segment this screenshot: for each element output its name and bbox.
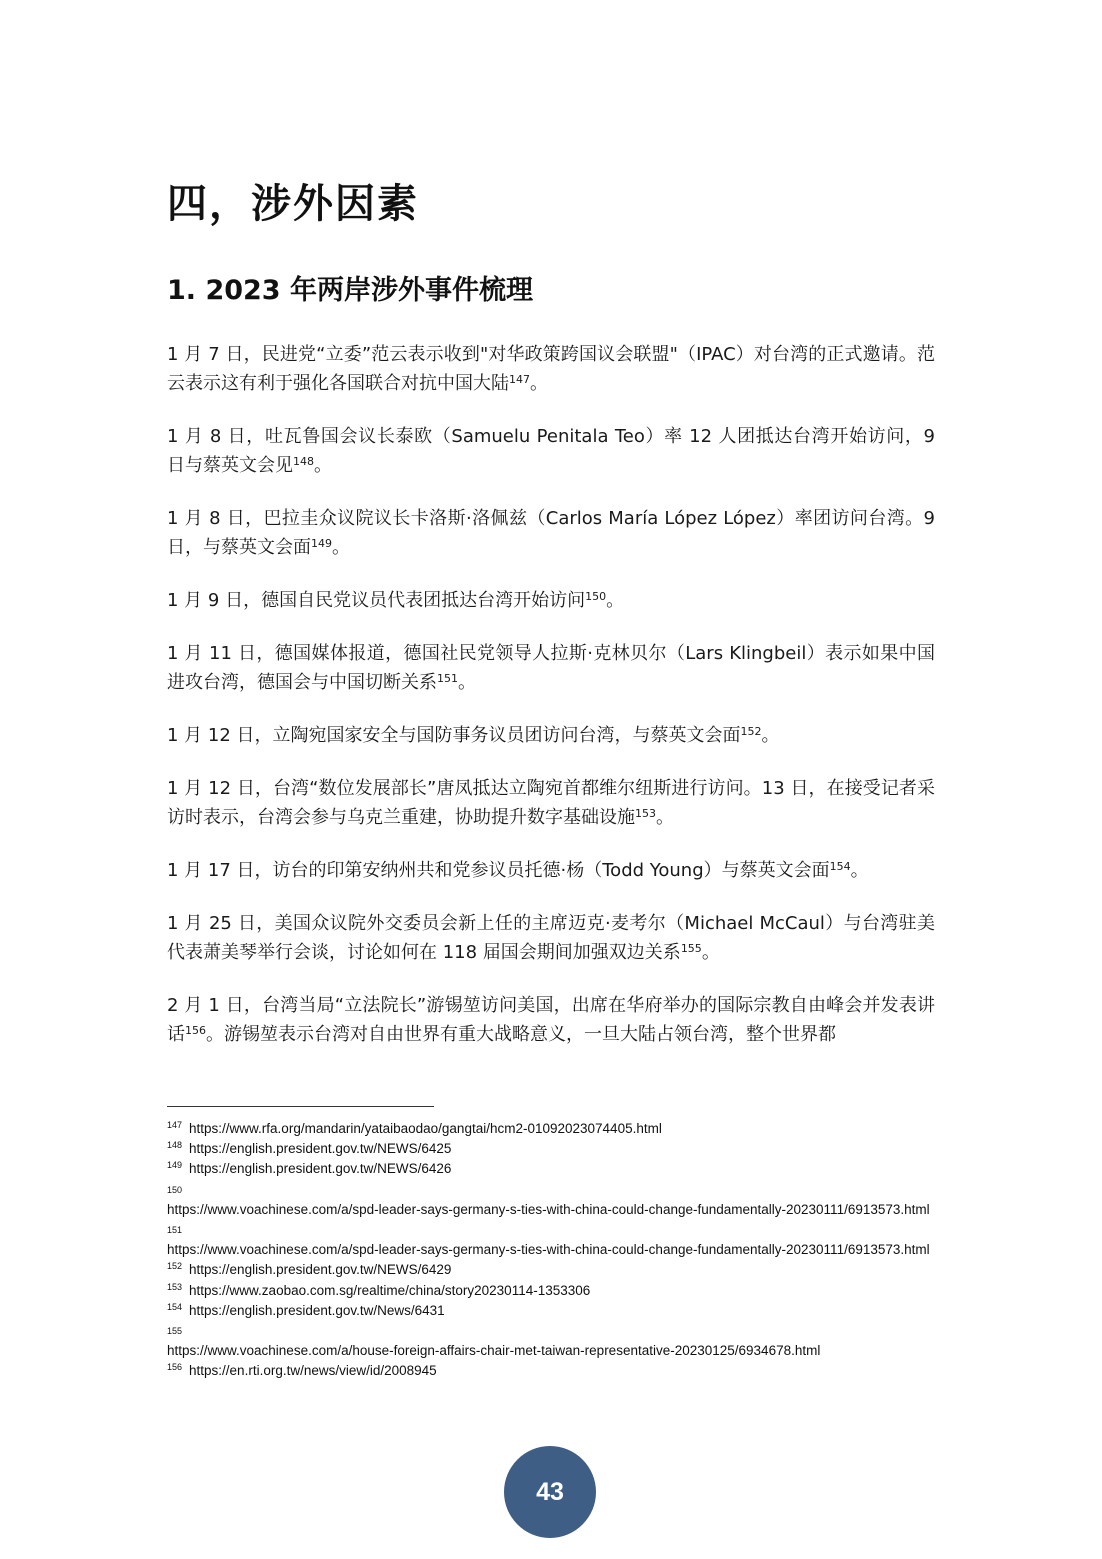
footnote-item [167,1159,947,1179]
footnote-ref[interactable]: 149 [311,537,332,550]
paragraph-tail: 。 [606,590,625,611]
event-paragraph [167,909,935,967]
footnote-number: 151 [167,1225,183,1236]
paragraph-text: 1 月 11 日，德国媒体报道，德国社民党领导人拉斯·克林贝尔（Lars Klingbeil）表示如果中国进攻台湾，德国会与中国切断关系 [167,643,935,693]
footnote-ref[interactable]: 154 [829,860,851,873]
footnote-link[interactable]: https://english.president.gov.tw/NEWS/6426 [189,1161,452,1177]
footnote-ref[interactable]: 150 [585,590,607,603]
footnote-ref[interactable]: 156 [185,1024,206,1037]
footnote-item [167,1260,947,1280]
footnote-number: 153 [167,1281,183,1292]
paragraph-text: 1 月 12 日，台湾“数位发展部长”唐凤抵达立陶宛首都维尔纽斯进行访问。13 日，在接受记者采访时表示，台湾会参与乌克兰重建，协助提升数字基础设施 [167,778,935,828]
footnote-item [167,1301,947,1321]
footnotes [167,1119,947,1382]
section-title: 1. 2023 年两岸涉外事件梳理 [167,275,533,306]
footnote-link[interactable]: https://en.rti.org.tw/news/view/id/2008945 [189,1363,437,1379]
footnote-ref[interactable]: 155 [680,942,702,955]
page-number-badge [504,1446,596,1538]
footnote-item [167,1220,947,1260]
event-paragraph [167,991,935,1049]
footnote-number: 154 [167,1301,183,1312]
footnote-item [167,1321,947,1361]
paragraph-tail: 。 [332,537,350,558]
paragraph-tail: 。 [314,455,332,476]
footnote-number: 148 [167,1140,183,1151]
footnote-link[interactable]: https://english.president.gov.tw/NEWS/6429 [189,1262,452,1278]
footnote-ref[interactable]: 153 [635,807,656,820]
chapter-title: 四，涉外因素 [167,181,419,227]
footnote-ref[interactable]: 152 [740,725,762,738]
event-paragraph [167,504,935,562]
paragraph-tail: 。 [656,807,674,828]
footnote-number: 152 [167,1261,183,1272]
body-text [167,340,935,1073]
footnote-link[interactable]: https://english.president.gov.tw/News/6431 [189,1302,445,1318]
footnote-number: 156 [167,1362,183,1373]
paragraph-tail: 。游锡堃表示台湾对自由世界有重大战略意义，一旦大陆占领台湾，整个世界都 [206,1024,836,1045]
paragraph-tail: 。 [701,942,720,963]
paragraph-text: 1 月 9 日，德国自民党议员代表团抵达台湾开始访问 [167,590,586,611]
paragraph-text: 2 月 1 日，台湾当局“立法院长”游锡堃访问美国，出席在华府举办的国际宗教自由峰会并发表讲话 [167,995,935,1045]
page-number: 43 [536,1477,564,1506]
event-paragraph [167,586,935,615]
footnote-number: 155 [167,1326,183,1337]
footnote-item [167,1281,947,1301]
footnote-number: 149 [167,1160,183,1171]
paragraph-tail: 。 [850,860,869,881]
paragraph-tail: 。 [761,725,780,746]
footnote-link[interactable]: https://english.president.gov.tw/NEWS/6425 [189,1141,452,1157]
event-paragraph [167,774,935,832]
paragraph-text: 1 月 25 日，美国众议院外交委员会新上任的主席迈克·麦考尔（Michael McCaul）与台湾驻美代表萧美琴举行会谈，讨论如何在 118 届国会期间加强双边关系 [167,913,935,963]
footnote-link[interactable]: https://www.voachinese.com/a/house-foreign-affairs-chair-met-taiwan-representative-20230125/6934678.html [167,1343,821,1359]
event-paragraph [167,721,935,750]
footnote-ref[interactable]: 151 [437,672,458,685]
footnote-ref[interactable]: 148 [293,455,314,468]
event-paragraph [167,639,935,697]
paragraph-text: 1 月 8 日，巴拉圭众议院议长卡洛斯·洛佩兹（Carlos María López López）率团访问台湾。9 日，与蔡英文会面 [167,508,935,558]
event-paragraph [167,340,935,398]
footnote-item [167,1180,947,1220]
footnote-item [167,1139,947,1159]
paragraph-tail: 。 [530,373,548,394]
paragraph-text: 1 月 8 日，吐瓦鲁国会议长泰欧（Samuelu Penitala Teo）率 12 人团抵达台湾开始访问，9 日与蔡英文会见 [167,426,935,476]
paragraph-text: 1 月 12 日，立陶宛国家安全与国防事务议员团访问台湾，与蔡英文会面 [167,725,741,746]
footnote-number: 147 [167,1120,183,1130]
paragraph-text: 1 月 17 日，访台的印第安纳州共和党参议员托德·杨（Todd Young）与蔡英文会面 [167,860,830,881]
event-paragraph [167,422,935,480]
event-paragraph [167,856,935,885]
footnote-link[interactable]: https://www.voachinese.com/a/spd-leader-says-germany-s-ties-with-china-could-change-fundamentally-20230111/6913573.html [167,1242,930,1258]
paragraph-text: 1 月 7 日，民进党“立委”范云表示收到"对华政策跨国议会联盟"（IPAC）对台湾的正式邀请。范云表示这有利于强化各国联合对抗中国大陆 [167,344,935,394]
footnote-link[interactable]: https://www.rfa.org/mandarin/yataibaodao/gangtai/hcm2-01092023074405.html [189,1121,662,1136]
footnote-item [167,1361,947,1381]
footnote-item [167,1119,947,1139]
footnote-link[interactable]: https://www.zaobao.com.sg/realtime/china/story20230114-1353306 [189,1282,591,1298]
footnote-divider [167,1106,434,1107]
footnote-ref[interactable]: 147 [509,373,530,386]
footnote-link[interactable]: https://www.voachinese.com/a/spd-leader-says-germany-s-ties-with-china-could-change-fundamentally-20230111/6913573.html [167,1201,930,1217]
paragraph-tail: 。 [458,672,476,693]
footnote-number: 150 [167,1184,183,1195]
